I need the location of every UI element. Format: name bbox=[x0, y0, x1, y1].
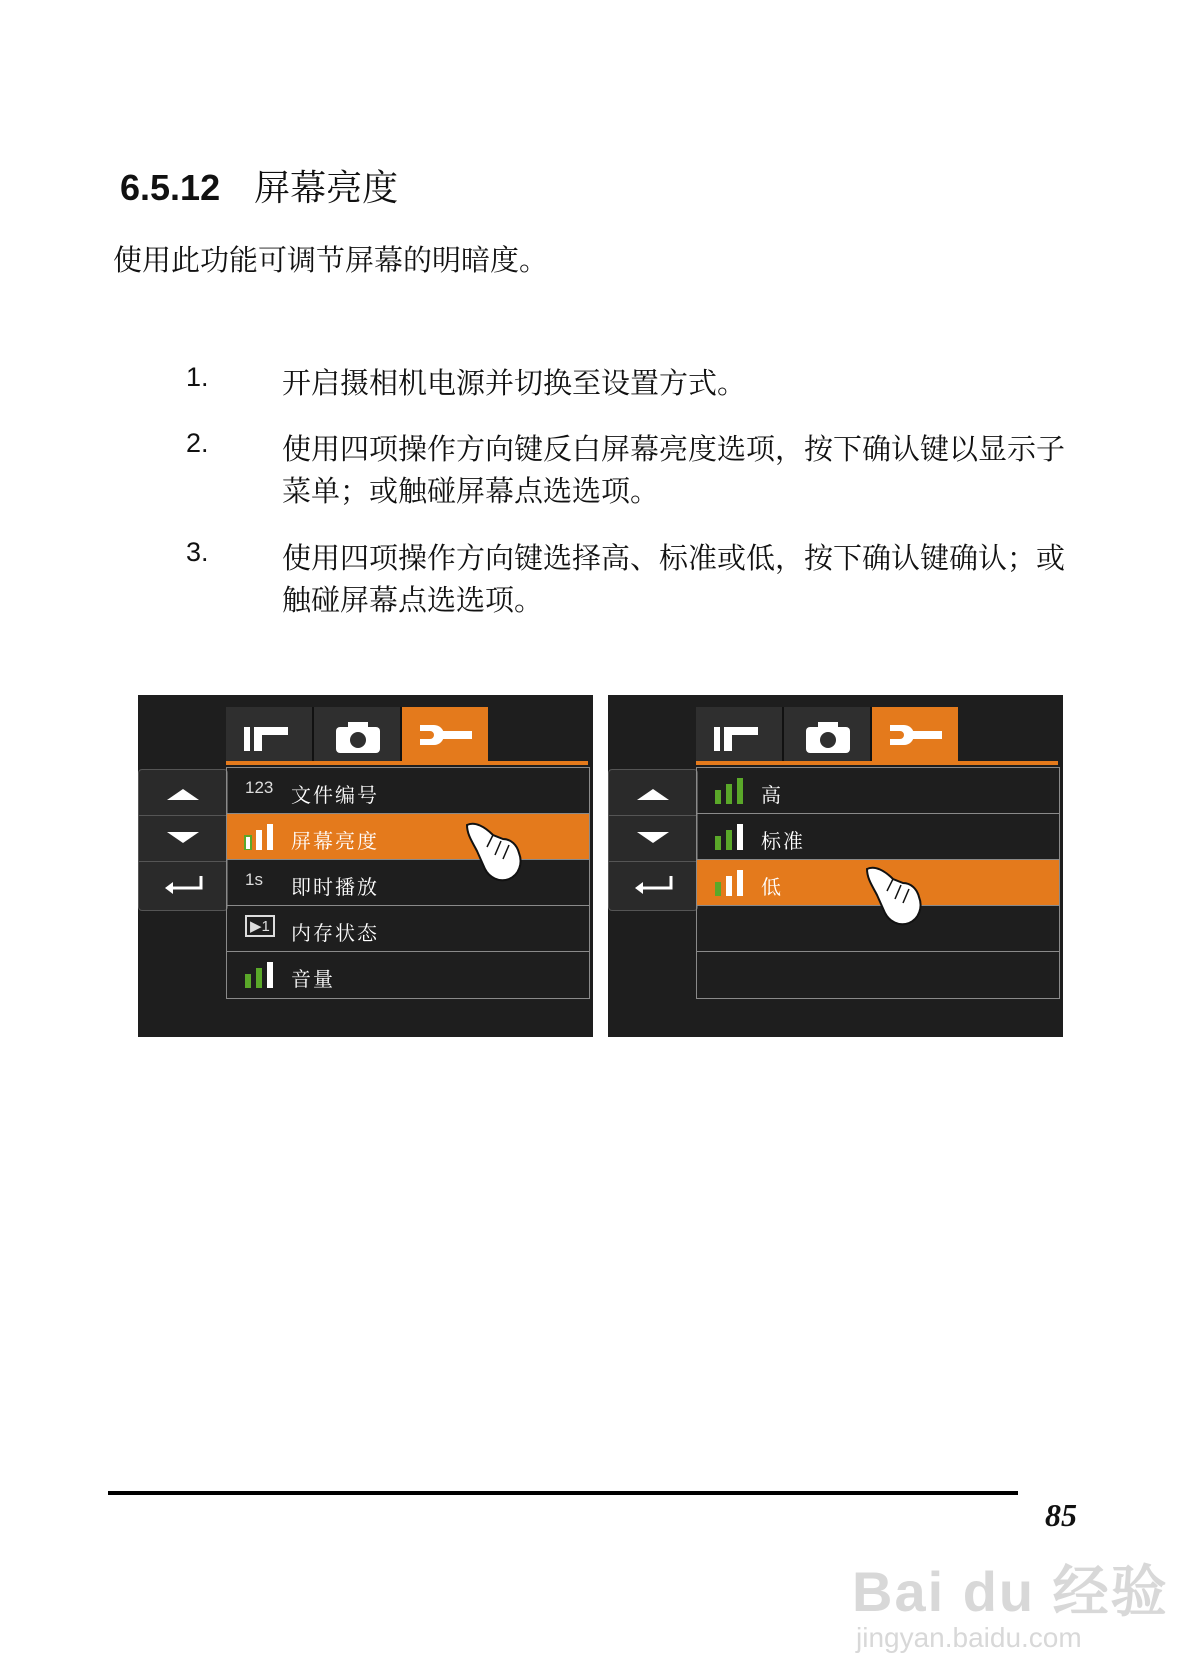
footer-rule bbox=[108, 1491, 1018, 1495]
up-button[interactable] bbox=[139, 770, 227, 816]
list-item-volume[interactable] bbox=[227, 952, 589, 997]
return-arrow-icon bbox=[609, 862, 697, 907]
wrench-icon bbox=[872, 707, 958, 763]
camera-screen-brightness-submenu bbox=[608, 695, 1063, 1037]
nav-buttons bbox=[608, 769, 698, 911]
section-number: 6.5.12 bbox=[120, 167, 221, 208]
watermark-url: jingyan.baidu.com bbox=[856, 1622, 1082, 1653]
option-label: 标准 bbox=[761, 829, 805, 853]
section-heading bbox=[120, 160, 398, 211]
option-label: 高 bbox=[761, 783, 783, 807]
tab-camera[interactable] bbox=[314, 707, 402, 763]
return-arrow-icon bbox=[139, 862, 227, 907]
tab-video[interactable] bbox=[226, 707, 314, 763]
list-item-label: 即时播放 bbox=[291, 875, 379, 899]
back-button[interactable] bbox=[139, 862, 227, 907]
step-text: 使用四项操作方向键选择高、标准或低，按下确认键确认；或触碰屏幕点选选项。 bbox=[282, 541, 1066, 617]
arrow-up-icon bbox=[139, 770, 227, 815]
touch-hand-icon bbox=[863, 861, 933, 931]
back-button[interactable] bbox=[609, 862, 697, 907]
option-high[interactable] bbox=[697, 768, 1059, 814]
brightness-high-icon bbox=[713, 776, 749, 804]
arrow-down-icon bbox=[609, 816, 697, 861]
brightness-low-icon bbox=[713, 868, 749, 896]
tab-underline bbox=[696, 761, 1058, 765]
tab-camera[interactable] bbox=[784, 707, 872, 763]
step-number: 1. bbox=[186, 362, 209, 392]
watermark-brand: Bai du 经验 bbox=[852, 1560, 1169, 1623]
watermark bbox=[852, 1548, 1169, 1654]
tab-video[interactable] bbox=[696, 707, 784, 763]
step-text: 开启摄相机电源并切换至设置方式。 bbox=[282, 366, 747, 400]
video-mode-icon bbox=[696, 707, 782, 763]
camera-icon bbox=[314, 707, 400, 763]
tab-settings[interactable] bbox=[872, 707, 958, 763]
list-item-label: 音量 bbox=[291, 967, 335, 991]
list-item-memory-status[interactable] bbox=[227, 906, 589, 952]
tab-settings[interactable] bbox=[402, 707, 488, 763]
list-item-instant-review[interactable] bbox=[227, 860, 589, 906]
camera-screen-settings-menu bbox=[138, 695, 593, 1037]
empty-row bbox=[697, 952, 1059, 997]
volume-bars-icon bbox=[243, 960, 279, 988]
option-label: 低 bbox=[761, 875, 783, 899]
list-item-file-number[interactable] bbox=[227, 768, 589, 814]
list-item-label: 屏幕亮度 bbox=[291, 829, 379, 853]
wrench-icon bbox=[402, 707, 488, 763]
intro-text: 使用此功能可调节屏幕的明暗度。 bbox=[113, 243, 549, 277]
settings-list bbox=[226, 767, 590, 999]
step-number: 2. bbox=[186, 428, 209, 458]
menu-tabs bbox=[696, 707, 964, 763]
video-mode-icon bbox=[226, 707, 312, 763]
arrow-up-icon bbox=[609, 770, 697, 815]
down-button[interactable] bbox=[609, 816, 697, 862]
file-number-icon: 123 bbox=[245, 778, 274, 797]
instant-review-icon: 1s bbox=[245, 870, 263, 889]
section-title: 屏幕亮度 bbox=[254, 168, 399, 209]
page-number: 85 bbox=[1045, 1497, 1077, 1533]
nav-buttons bbox=[138, 769, 228, 911]
menu-tabs bbox=[226, 707, 494, 763]
list-item-label: 内存状态 bbox=[291, 921, 379, 945]
step-text: 使用四项操作方向键反白屏幕亮度选项，按下确认键以显示子菜单；或触碰屏幕点选选项。 bbox=[282, 432, 1066, 508]
brightness-standard-icon bbox=[713, 822, 749, 850]
touch-hand-icon bbox=[463, 817, 533, 887]
step-number: 3. bbox=[186, 537, 209, 567]
tab-underline bbox=[226, 761, 588, 765]
list-item-label: 文件编号 bbox=[291, 783, 379, 807]
up-button[interactable] bbox=[609, 770, 697, 816]
option-standard[interactable] bbox=[697, 814, 1059, 860]
list-item-screen-brightness[interactable] bbox=[227, 814, 589, 860]
brightness-bars-icon bbox=[243, 822, 279, 850]
arrow-down-icon bbox=[139, 816, 227, 861]
camera-icon bbox=[784, 707, 870, 763]
memory-status-icon: ▶1 bbox=[245, 915, 275, 937]
down-button[interactable] bbox=[139, 816, 227, 862]
